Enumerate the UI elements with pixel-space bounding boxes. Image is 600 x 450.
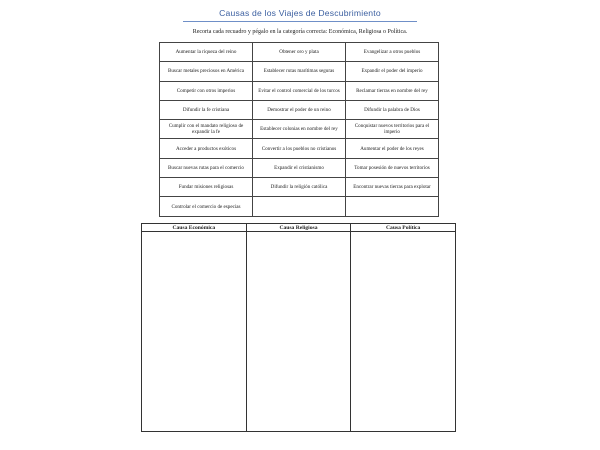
cut-card[interactable]: Difundir la religión católica <box>253 178 346 197</box>
cut-card[interactable]: Establecer colonias en nombre del rey <box>253 120 346 139</box>
cut-card[interactable]: Evangelizar a otros pueblos <box>346 43 439 62</box>
table-row <box>160 43 439 62</box>
page-title: Causas de los Viajes de Descubrimiento <box>219 8 381 18</box>
sorting-drop-row <box>142 232 456 432</box>
cut-card[interactable]: Tomar posesión de nuevos territorios <box>346 158 439 177</box>
cut-card[interactable]: Difundir la palabra de Dios <box>346 100 439 119</box>
cut-card[interactable]: Expandir el cristianismo <box>253 158 346 177</box>
religious-drop-area[interactable] <box>246 232 351 432</box>
cut-out-table <box>159 42 439 217</box>
cut-card[interactable]: Evitar el control comercial de los turcos <box>253 81 346 100</box>
instruction-text: Recorta cada recuadro y pégalo en la categoría correcta: Económica, Religiosa o Política. <box>192 29 408 35</box>
cut-card[interactable]: Conquistar nuevos territorios para el imperio <box>346 120 439 139</box>
cut-card[interactable]: Fundar misiones religiosas <box>160 178 253 197</box>
title-underline <box>183 21 417 22</box>
cut-card[interactable]: Establecer rutas marítimas seguras <box>253 62 346 81</box>
table-row <box>160 178 439 197</box>
cut-card[interactable]: Competir con otros imperios <box>160 81 253 100</box>
political-drop-area[interactable] <box>351 232 456 432</box>
cut-card[interactable]: Obtener oro y plata <box>253 43 346 62</box>
cut-card[interactable]: Buscar metales preciosos en América <box>160 62 253 81</box>
empty-cell <box>346 197 439 216</box>
cut-card[interactable]: Controlar el comercio de especias <box>160 197 253 216</box>
cut-card[interactable]: Convertir a los pueblos no cristianos <box>253 139 346 158</box>
table-row <box>160 139 439 158</box>
table-row <box>160 62 439 81</box>
cut-card[interactable]: Demostrar el poder de un reino <box>253 100 346 119</box>
cut-card[interactable]: Difundir la fe cristiana <box>160 100 253 119</box>
cut-card[interactable]: Aumentar la riqueza del reino <box>160 43 253 62</box>
empty-cell <box>253 197 346 216</box>
cut-card[interactable]: Cumplir con el mandato religioso de expandir la fe <box>160 120 253 139</box>
cut-card[interactable]: Aumentar el poder de los reyes <box>346 139 439 158</box>
header-religious-cause: Causa Religiosa <box>246 224 351 232</box>
cut-card[interactable]: Encontrar nuevas tierras para explotar <box>346 178 439 197</box>
cut-card[interactable]: Buscar nuevas rutas para el comercio <box>160 158 253 177</box>
table-row <box>160 158 439 177</box>
cut-card[interactable]: Acceder a productos exóticos <box>160 139 253 158</box>
table-row <box>160 100 439 119</box>
table-row <box>160 197 439 216</box>
table-row <box>160 120 439 139</box>
sorting-header-row <box>142 224 456 232</box>
cut-card[interactable]: Expandir el poder del imperio <box>346 62 439 81</box>
header-economic-cause: Causa Económica <box>142 224 247 232</box>
table-row <box>160 81 439 100</box>
cut-card[interactable]: Reclamar tierras en nombre del rey <box>346 81 439 100</box>
sorting-table <box>141 223 456 432</box>
economic-drop-area[interactable] <box>142 232 247 432</box>
header-political-cause: Causa Política <box>351 224 456 232</box>
